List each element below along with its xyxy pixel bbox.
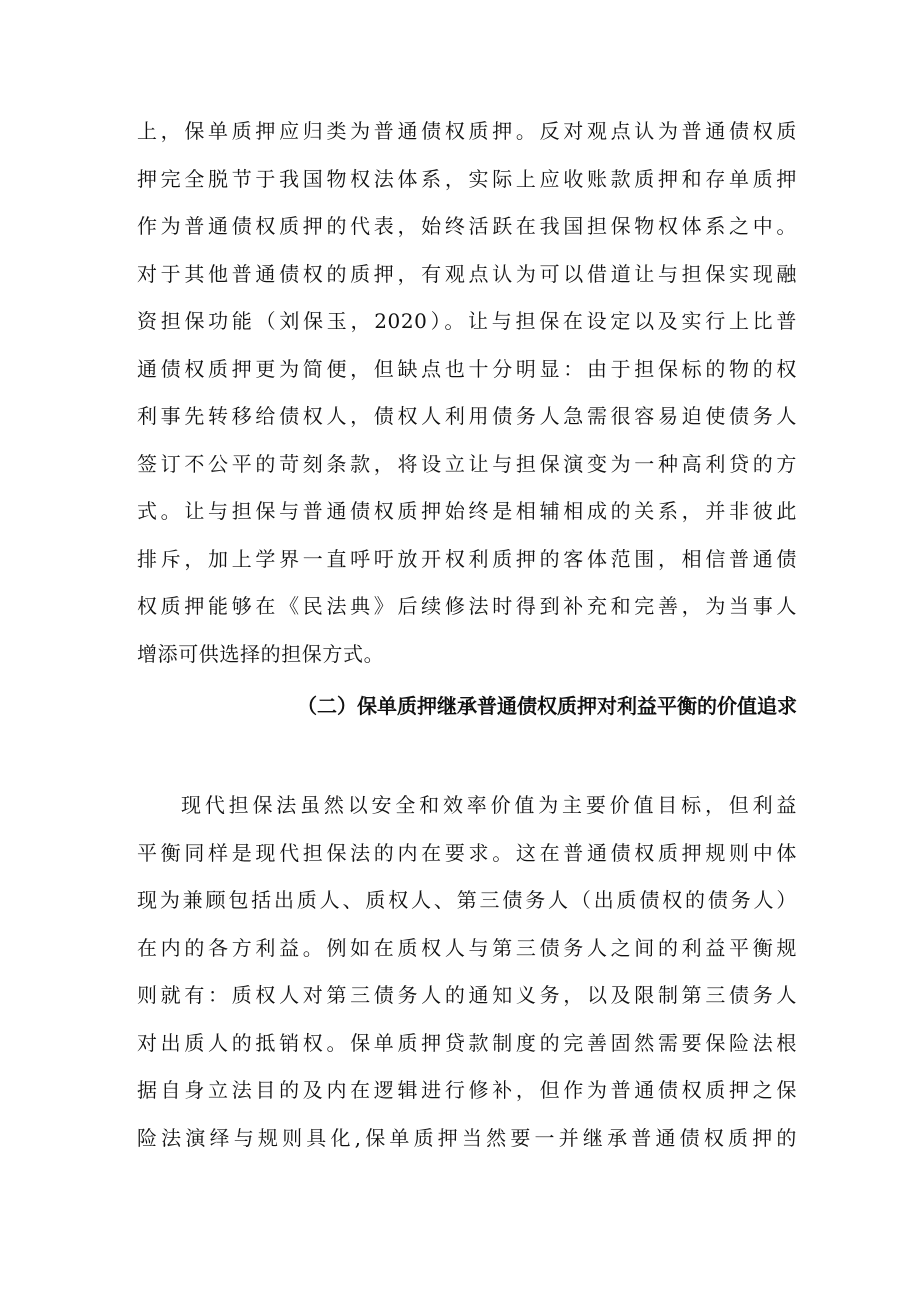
paragraph-line: 签订不公平的苛刻条款，将设立让与担保演变为一种高利贷的方: [137, 451, 797, 476]
section-heading: （二）保单质押继承普通债权质押对利益平衡的价值追求: [297, 694, 797, 718]
paragraph-line: 上，保单质押应归类为普通债权质押。反对观点认为普通债权质: [137, 119, 797, 143]
paragraph-line: 通债权质押更为简便，但缺点也十分明显：由于担保标的物的权: [137, 356, 797, 381]
paragraph-line: 权质押能够在《民法典》后续修法时得到补充和完善，为当事人: [137, 594, 797, 618]
paragraph-line: 平衡同样是现代担保法的内在要求。这在普通债权质押规则中体: [137, 840, 797, 865]
paragraph-line: 据自身立法目的及内在逻辑进行修补，但作为普通债权质押之保: [137, 1078, 797, 1102]
paragraph-line: 现为兼顾包括出质人、质权人、第三债务人（出质债权的债务人）: [137, 888, 797, 912]
paragraph-line: 在内的各方利益。例如在质权人与第三债务人之间的利益平衡规: [137, 935, 797, 960]
paragraph-2: [137, 782, 797, 1162]
paragraph-line: 资担保功能（刘保玉，2020）。让与担保在设定以及实行上比普: [137, 309, 797, 333]
paragraph-line: 险法演绎与规则具化,保单质押当然要一并继承普通债权质押的: [137, 1125, 797, 1150]
paragraph-line: 对于其他普通债权的质押，有观点认为可以借道让与担保实现融: [137, 261, 797, 286]
paragraph-line: 则就有：质权人对第三债务人的通知义务，以及限制第三债务人: [137, 983, 797, 1007]
paragraph-line: 对出质人的抵销权。保单质押贷款制度的完善固然需要保险法根: [137, 1030, 797, 1055]
paragraph-line: 增添可供选择的担保方式。: [137, 641, 385, 666]
paragraph-line: 利事先转移给债权人，债权人利用债务人急需很容易迫使债务人: [137, 404, 797, 428]
paragraph-line: 押完全脱节于我国物权法体系，实际上应收账款质押和存单质押: [137, 166, 797, 191]
paragraph-line: 作为普通债权质押的代表，始终活跃在我国担保物权体系之中。: [137, 214, 797, 238]
paragraph-line: 排斥，加上学界一直呼吁放开权利质押的客体范围，相信普通债: [137, 546, 797, 571]
paragraph-1: [137, 108, 797, 678]
paragraph-line: 现代担保法虽然以安全和效率价值为主要价值目标，但利益: [181, 793, 797, 817]
paragraph-line: 式。让与担保与普通债权质押始终是相辅相成的关系，并非彼此: [137, 499, 797, 523]
